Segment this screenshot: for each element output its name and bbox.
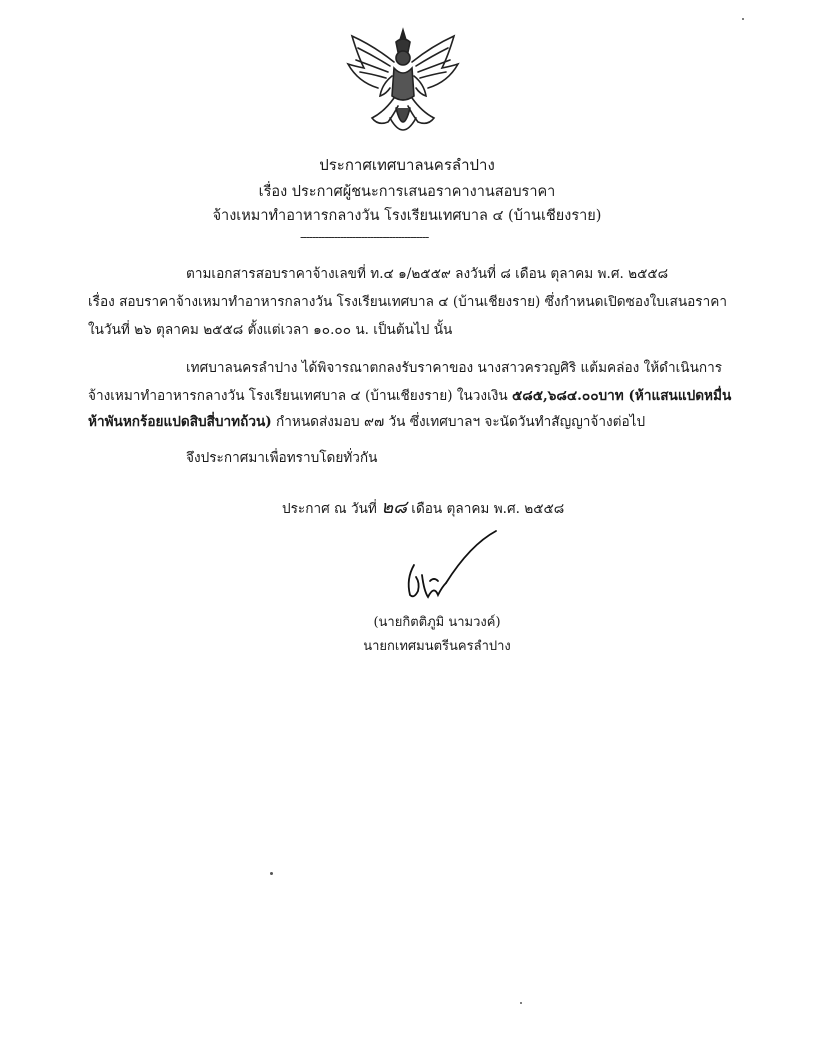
scan-speck: [520, 1002, 522, 1004]
date-prefix: ประกาศ ณ วันที่: [282, 501, 377, 517]
scan-speck: [270, 872, 273, 875]
handwritten-signature-icon: [400, 525, 500, 603]
closing-statement: จึงประกาศมาเพื่อทราบโดยทั่วกัน: [186, 450, 378, 466]
announcement-title: ประกาศเทศบาลนครลำปาง: [319, 156, 495, 174]
date-day: ๒๘: [381, 497, 407, 518]
para2-line3-text: กำหนดส่งมอบ ๙๗ วัน ซึ่งเทศบาลฯ จะนัดวันทำสัญญาจ้างต่อไป: [271, 414, 646, 430]
para2-line3: [88, 410, 645, 432]
announcement-project: จ้างเหมาทำอาหารกลางวัน โรงเรียนเทศบาล ๔ (บ้านเชียงราย): [212, 208, 602, 224]
divider: ------------------------------------------: [300, 230, 429, 244]
para1-line1: ตามเอกสารสอบราคาจ้างเลขที่ ท.๔ ๑/๒๕๕๙ ลงวันที่ ๘ เดือน ตุลาคม พ.ศ. ๒๕๕๘: [186, 266, 669, 282]
para2-line2-text: จ้างเหมาทำอาหารกลางวัน โรงเรียนเทศบาล ๔ (บ้านเชียงราย) ในวงเงิน: [88, 388, 512, 404]
date-suffix: เดือน ตุลาคม พ.ศ. ๒๕๕๘: [411, 501, 565, 517]
signatory-position: นายกเทศมนตรีนครลำปาง: [363, 639, 511, 654]
para2-line1: เทศบาลนครลำปาง ได้พิจารณาตกลงรับราคาของ นางสาวครวญศิริ แต้มคล่อง ให้ดำเนินการ: [186, 360, 723, 376]
contract-amount-words: ห้าพันหกร้อยแปดสิบสี่บาทถ้วน): [88, 414, 272, 430]
signatory-name: (นายกิตติภูมิ นามวงค์): [373, 615, 501, 630]
garuda-emblem-icon: [344, 26, 462, 144]
contract-amount: ๕๘๕,๖๘๔.๐๐บาท (ห้าแสนแปดหมื่น: [511, 388, 732, 404]
para1-line3: ในวันที่ ๒๖ ตุลาคม ๒๕๕๘ ตั้งแต่เวลา ๑๐.๐๐ น. เป็นต้นไป นั้น: [88, 322, 453, 338]
para2-line2: [88, 384, 731, 406]
scan-speck: [742, 18, 744, 20]
para1-line2: เรื่อง สอบราคาจ้างเหมาทำอาหารกลางวัน โรงเรียนเทศบาล ๔ (บ้านเชียงราย) ซึ่งกำหนดเปิดซองใบเสนอราคา: [88, 294, 727, 310]
announcement-subject: เรื่อง ประกาศผู้ชนะการเสนอราคางานสอบราคา: [258, 184, 556, 200]
announcement-date: [282, 492, 564, 521]
